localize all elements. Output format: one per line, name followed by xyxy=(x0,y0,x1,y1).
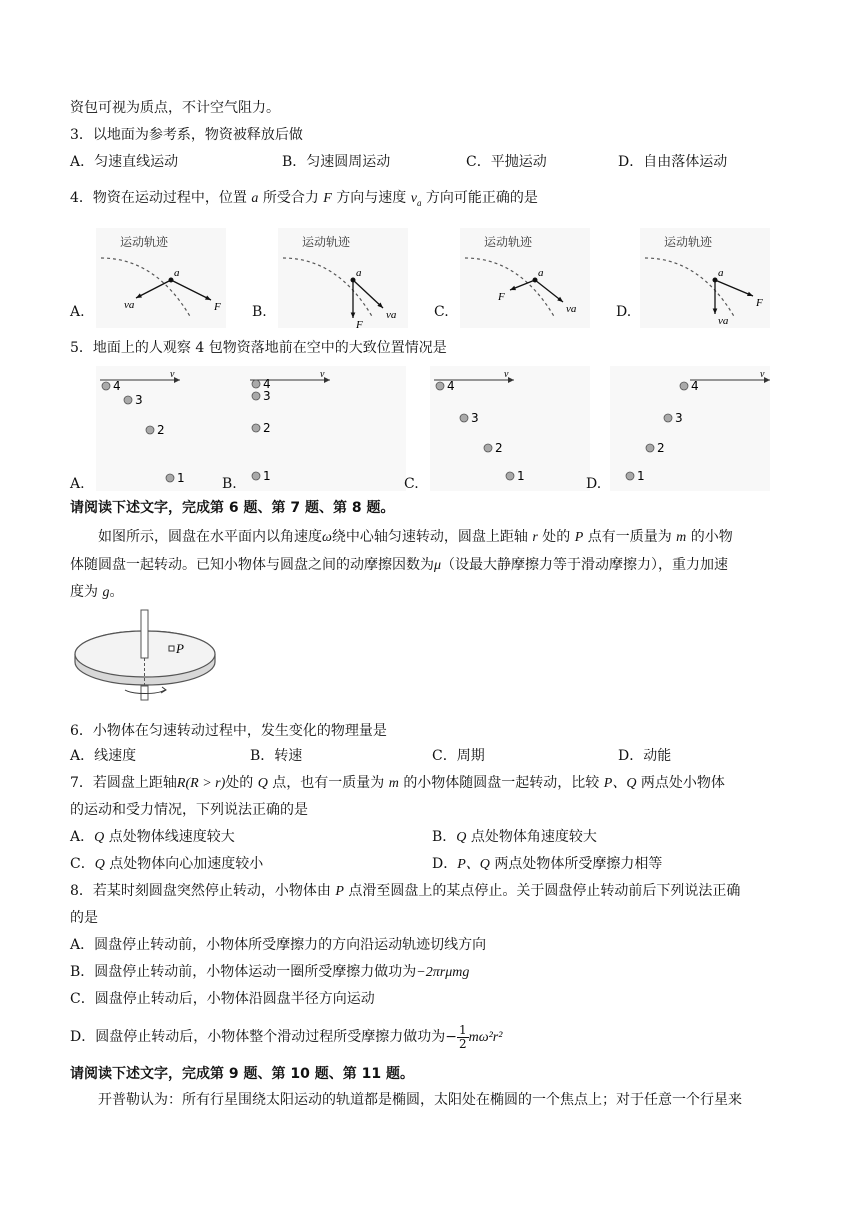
svg-text:va: va xyxy=(124,299,135,311)
text: 8．若某时刻圆盘突然停止转动，小物体由 xyxy=(70,883,331,899)
q4-sym-sub: a xyxy=(416,197,422,208)
disk-point-label: P xyxy=(176,641,184,656)
svg-text:3: 3 xyxy=(675,411,683,425)
svg-text:4: 4 xyxy=(447,379,455,393)
q5-option-letter-a: A. xyxy=(70,476,85,492)
q6-option-d: D．动能 xyxy=(618,748,672,764)
q4-stem-part: 4．物资在运动过程中，位置 xyxy=(70,190,247,206)
text: 的小物体随圆盘一起转动，比较 xyxy=(403,775,600,791)
text: 处的 xyxy=(225,775,254,791)
svg-text:1: 1 xyxy=(177,471,185,485)
q7-stem-line2: 的运动和受力情况，下列说法正确的是 xyxy=(70,802,308,818)
svg-text:a: a xyxy=(174,267,180,279)
sym: Q xyxy=(94,857,105,872)
sym-g: g xyxy=(102,585,110,600)
sec1-paragraph-line2 xyxy=(70,555,728,576)
q5-option-letter-c: C. xyxy=(404,476,419,492)
text: 点处物体向心加速度较小 xyxy=(109,856,264,872)
sym-m: m xyxy=(388,776,399,791)
q4-figure-a xyxy=(96,228,226,328)
q4-sym-a: a xyxy=(251,191,259,206)
q4-figure-d xyxy=(640,228,770,328)
q3-option-d: D．自由落体运动 xyxy=(618,154,728,170)
q6-option-c: C．周期 xyxy=(432,748,485,764)
text: 7．若圆盘上距轴 xyxy=(70,775,177,791)
svg-text:2: 2 xyxy=(263,421,271,435)
fraction xyxy=(457,1024,469,1051)
text: D．圆盘停止转动后，小物体整个滑动过程所受摩擦力做功为 xyxy=(70,1029,446,1045)
svg-text:2: 2 xyxy=(657,441,665,455)
text: 绕中心轴匀速转动，圆盘上距轴 xyxy=(331,529,528,545)
numerator: 1 xyxy=(458,1022,467,1037)
q5-stem: 5．地面上的人观察 4 包物资落地前在空中的大致位置情况是 xyxy=(70,340,447,356)
svg-text:va: va xyxy=(718,315,729,327)
q5-option-letter-b: B. xyxy=(222,476,237,492)
q3-option-b: B．匀速圆周运动 xyxy=(282,154,391,170)
svg-text:2: 2 xyxy=(157,423,165,437)
q7-option-d xyxy=(432,854,662,875)
q5-figure-a xyxy=(96,366,256,491)
sym: Q xyxy=(456,830,467,845)
text: 处的 xyxy=(542,529,571,545)
section-title-9-11: 请阅读下述文字，完成第 9 题、第 10 题、第 11 题。 xyxy=(70,1066,414,1082)
minus: − xyxy=(445,1029,457,1045)
q5-option-letter-d: D. xyxy=(586,476,602,492)
sec1-paragraph-line1 xyxy=(98,527,733,548)
text: B．圆盘停止转动前，小物体运动一圈所受摩擦力做功为 xyxy=(70,964,417,980)
sym-p: P xyxy=(335,884,344,899)
q7-option-b xyxy=(432,827,597,848)
svg-text:v: v xyxy=(170,369,175,380)
text: 两点处物体所受摩擦力相等 xyxy=(494,856,663,872)
q4-stem xyxy=(70,188,538,214)
q4-sym-v: v xyxy=(410,191,417,206)
text: （设最大静摩擦力等于滑动摩擦力），重力加速 xyxy=(441,557,729,573)
q4-figure-b xyxy=(278,228,408,328)
svg-text:3: 3 xyxy=(263,389,271,403)
q4-option-letter-b: B. xyxy=(252,304,267,320)
sec1-paragraph-line3 xyxy=(70,582,123,603)
q7-stem xyxy=(70,773,725,794)
text: 的小物 xyxy=(690,529,733,545)
q4-figure-c xyxy=(460,228,590,328)
svg-text:F: F xyxy=(498,291,505,303)
q6-option-b: B．转速 xyxy=(250,748,303,764)
sym: Q xyxy=(94,830,105,845)
svg-text:4: 4 xyxy=(263,377,271,391)
svg-text:va: va xyxy=(566,303,577,315)
text: 体随圆盘一起转动。已知小物体与圆盘之间的动摩擦因数为 xyxy=(70,557,434,573)
text: 如图所示，圆盘在水平面内以角速度 xyxy=(98,529,322,545)
q8-option-a: A．圆盘停止转动前，小物体所受摩擦力的方向沿运动轨迹切线方向 xyxy=(70,937,487,953)
q8-stem xyxy=(70,881,740,902)
svg-text:运动轨迹: 运动轨迹 xyxy=(484,235,533,249)
q8-option-d xyxy=(70,1020,502,1055)
svg-text:4: 4 xyxy=(691,379,699,393)
q4-option-letter-c: C. xyxy=(434,304,449,320)
q4-option-letter-a: A. xyxy=(70,304,85,320)
q8-stem-line2: 的是 xyxy=(70,910,98,926)
q8-option-c: C．圆盘停止转动后，小物体沿圆盘半径方向运动 xyxy=(70,991,375,1007)
svg-text:4: 4 xyxy=(113,379,121,393)
svg-text:v: v xyxy=(504,369,509,380)
q3-stem: 3．以地面为参考系，物资被释放后做 xyxy=(70,127,303,143)
text: 点处物体角速度较大 xyxy=(470,829,597,845)
sym-mu: μ xyxy=(434,558,442,573)
sym-omega: ω xyxy=(322,530,332,545)
q4-sym-f: F xyxy=(323,191,332,206)
sec2-paragraph: 开普勒认为：所有行星围绕太阳运动的轨道都是椭圆，太阳处在椭圆的一个焦点上；对于任意一个行星来 xyxy=(98,1092,742,1108)
sym-pq: P、Q xyxy=(603,776,637,791)
svg-text:运动轨迹: 运动轨迹 xyxy=(664,235,713,249)
text: 点有一质量为 xyxy=(587,529,672,545)
svg-text:va: va xyxy=(386,309,397,321)
rotating-disk-figure xyxy=(70,602,220,702)
svg-text:F: F xyxy=(356,319,363,328)
q7-option-c xyxy=(70,854,263,875)
text: 点，也有一质量为 xyxy=(272,775,385,791)
q6-option-a: A．线速度 xyxy=(70,748,137,764)
sym-q: Q xyxy=(257,776,268,791)
denominator: 2 xyxy=(458,1036,467,1051)
text: 点滑至圆盘上的某点停止。关于圆盘停止转动前后下列说法正确 xyxy=(348,883,741,899)
q3-option-a: A．匀速直线运动 xyxy=(70,154,179,170)
svg-text:1: 1 xyxy=(263,469,271,483)
q3-option-c: C．平抛运动 xyxy=(466,154,547,170)
expr: mω²r² xyxy=(468,1030,503,1045)
svg-text:1: 1 xyxy=(637,469,645,483)
text: 。 xyxy=(109,584,124,600)
q4-stem-part: 方向可能正确的是 xyxy=(425,190,538,206)
sym-m: m xyxy=(676,530,687,545)
svg-text:F: F xyxy=(214,301,221,313)
intro-tail: 资包可视为质点，不计空气阻力。 xyxy=(70,100,280,116)
q8-option-b xyxy=(70,962,469,983)
svg-text:运动轨迹: 运动轨迹 xyxy=(302,235,351,249)
svg-text:2: 2 xyxy=(495,441,503,455)
sym: P、Q xyxy=(457,857,490,872)
svg-text:a: a xyxy=(356,267,362,279)
svg-text:v: v xyxy=(320,369,325,380)
text: 点处物体线速度较大 xyxy=(108,829,235,845)
q6-stem: 6．小物体在匀速转动过程中，发生变化的物理量是 xyxy=(70,723,387,739)
svg-text:a: a xyxy=(538,267,544,279)
svg-text:3: 3 xyxy=(471,411,479,425)
q4-stem-part: 方向与速度 xyxy=(336,190,407,206)
sym-p: P xyxy=(574,530,584,545)
svg-text:1: 1 xyxy=(517,469,525,483)
q5-figure-c xyxy=(430,366,590,491)
letter: B． xyxy=(432,829,457,845)
text: 度为 xyxy=(70,584,98,600)
q5-figure-d xyxy=(610,366,770,491)
letter: C． xyxy=(70,856,95,872)
svg-text:运动轨迹: 运动轨迹 xyxy=(120,235,169,249)
q4-option-letter-d: D. xyxy=(616,304,632,320)
q4-stem-part: 所受合力 xyxy=(262,190,319,206)
expr: R(R > r) xyxy=(176,776,226,791)
letter: D． xyxy=(432,856,458,872)
expr: −2πrμmg xyxy=(416,965,470,980)
q5-figure-b xyxy=(246,366,406,491)
svg-text:v: v xyxy=(760,369,765,380)
text: 两点处小物体 xyxy=(640,775,725,791)
section-title-6-8: 请阅读下述文字，完成第 6 题、第 7 题、第 8 题。 xyxy=(70,500,395,516)
sym-r: r xyxy=(532,530,538,545)
svg-text:a: a xyxy=(718,267,724,279)
letter: A． xyxy=(70,829,95,845)
svg-text:F: F xyxy=(756,297,763,309)
q7-option-a xyxy=(70,827,235,848)
svg-text:3: 3 xyxy=(135,393,143,407)
